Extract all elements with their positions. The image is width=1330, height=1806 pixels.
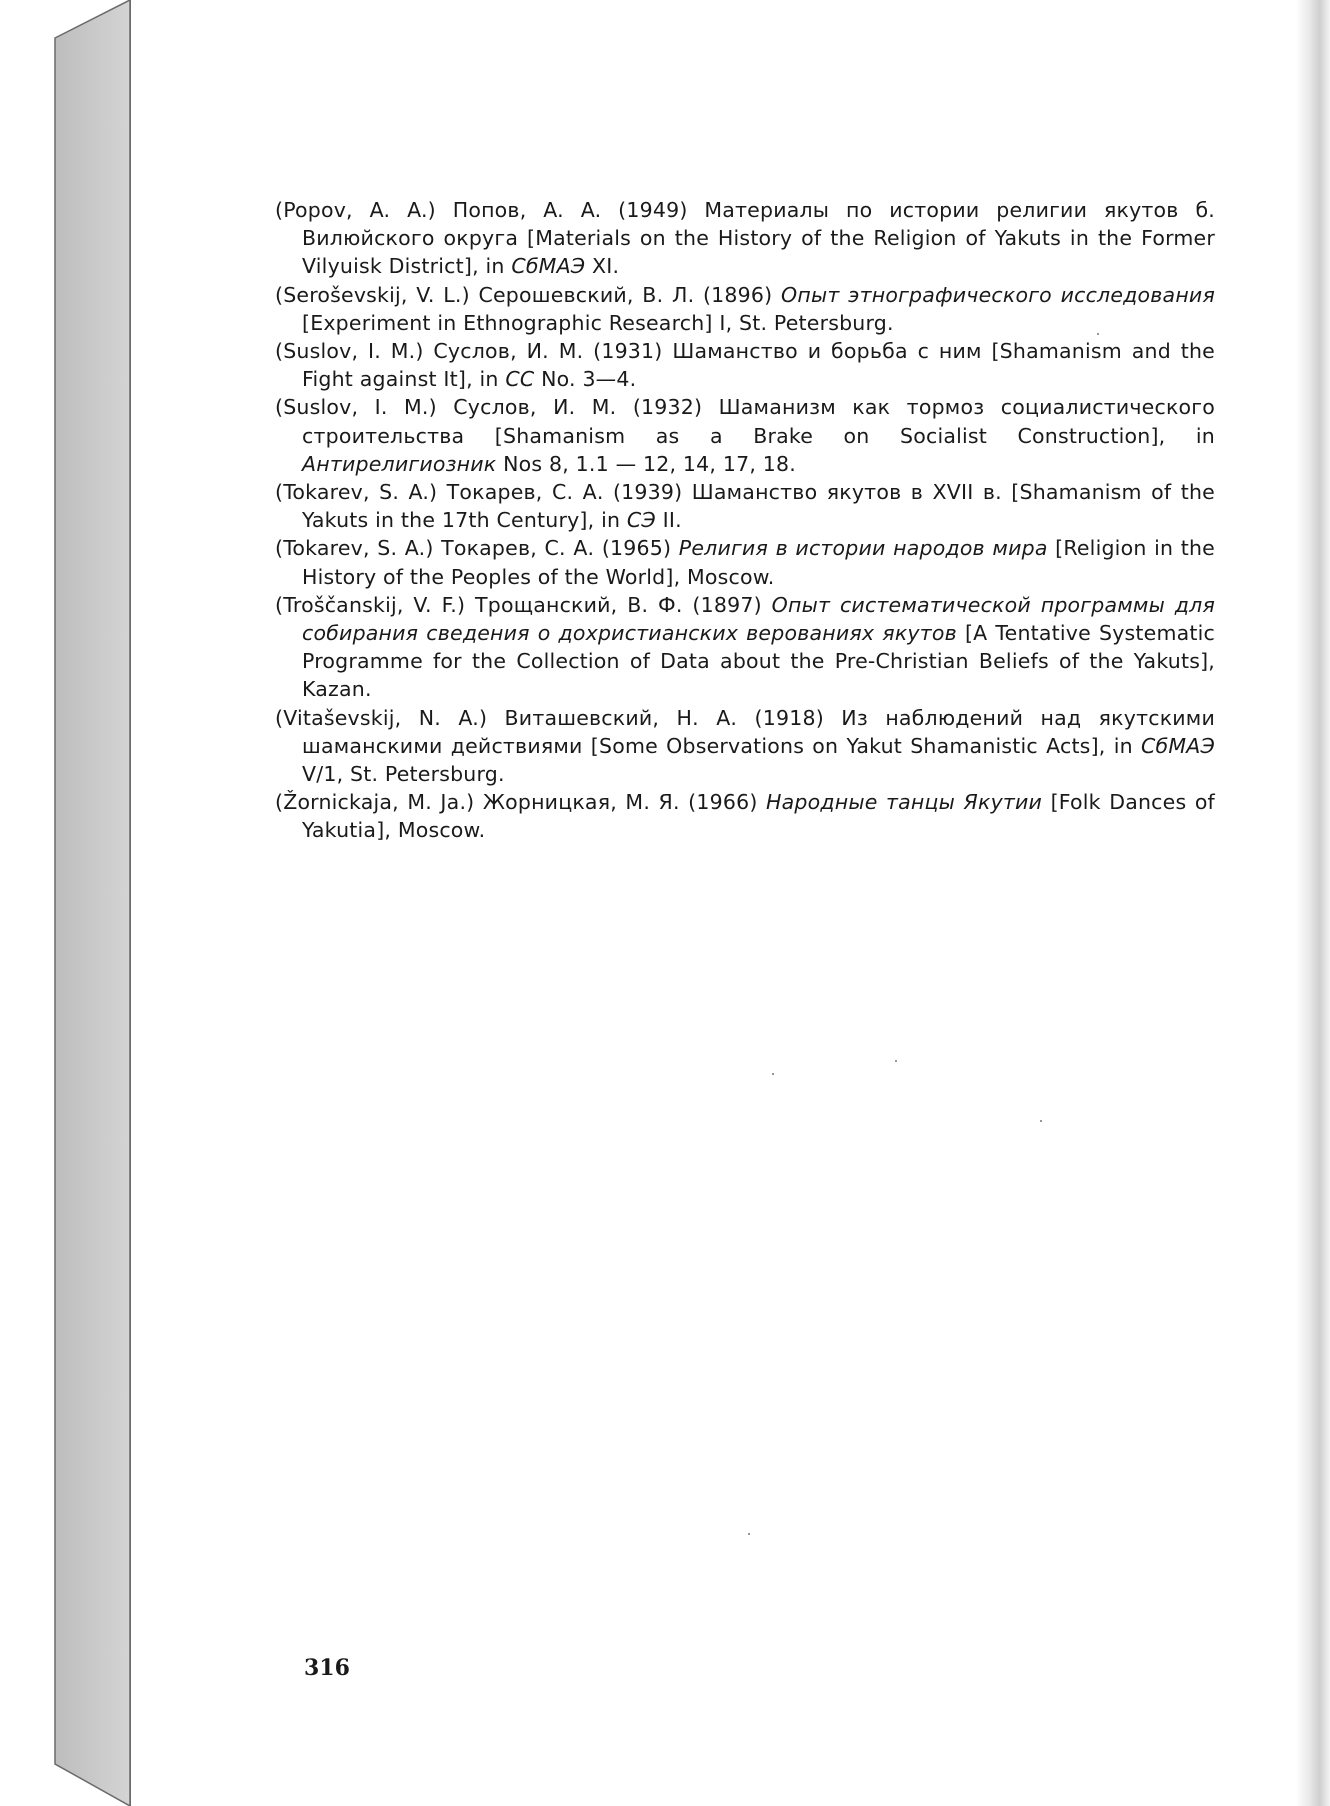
entry-title-italic: Антирелигиозник [302, 451, 497, 476]
bibliography-entry [275, 704, 1215, 789]
entry-title-italic: СЭ [626, 508, 656, 533]
entry-text: V/1, St. Petersburg. [302, 762, 505, 787]
page-edge-shadow [1296, 0, 1330, 1806]
entry-text: [Folk Dances of Yakutia], Moscow. [302, 790, 1215, 843]
entry-text: (Žornickaja, M. Ja.) Жорницкая, М. Я. (1966) [275, 790, 767, 815]
entry-text: [A Tentative Systematic Programme for the Collection of Data about the Pre-Christian Beliefs of the Yakuts], Kazan. [302, 621, 1216, 702]
scan-speck [895, 1060, 897, 1062]
entry-title-italic: Народные танцы Якутии [766, 790, 1043, 815]
entry-title-italic: Религия в истории народов мира [678, 536, 1048, 561]
entry-text: (Popov, A. A.) Попов, A. A. (1949) Материалы по истории религии якутов б. Вилюйского округа [Materials on the History of the Religion of Yakuts in the Former Vilyuisk District], in [275, 198, 1215, 279]
entry-text: [Experiment in Ethnographic Research] I, St. Petersburg. [302, 310, 894, 335]
entry-text: (Suslov, I. M.) Суслов, И. М. (1931) Шаманство и борьба с ним [Shamanism and the Fight against It], in [275, 339, 1215, 392]
entry-title-italic: СС [505, 367, 535, 392]
entry-text: (Seroševskij, V. L.) Серошевский, В. Л. (1896) [275, 282, 781, 307]
entry-text: II. [655, 508, 682, 533]
entry-text: (Tokarev, S. A.) Токарев, С. А. (1939) Шаманство якутов в XVII в. [Shamanism of the Yakuts in the 17th Century], in [275, 480, 1215, 533]
bibliography-entry [275, 591, 1215, 704]
scan-speck [1097, 333, 1099, 335]
bibliography-list [275, 196, 1215, 845]
entry-text: [Religion in the History of the Peoples of the World], Moscow. [302, 536, 1215, 589]
bibliography-entry [275, 281, 1215, 337]
bibliography-entry [275, 788, 1215, 844]
entry-text: (Tokarev, S. A.) Токарев, С. А. (1965) [275, 536, 679, 561]
page-number: 316 [304, 1655, 350, 1681]
entry-title-italic: СбМАЭ [511, 254, 586, 279]
entry-text: (Vitaševskij, N. A.) Виташевский, Н. А. (1918) Из наблюдений над якутскими шаманскими действиями [Some Observations on Yakut Shamanistic Acts], in [275, 705, 1215, 758]
scan-speck [748, 1533, 750, 1535]
bibliography-entry [275, 196, 1215, 281]
entry-text: No. 3—4. [534, 367, 637, 392]
scan-speck [1040, 1120, 1042, 1122]
bibliography-entry [275, 337, 1215, 393]
entry-text: (Suslov, I. M.) Суслов, И. М. (1932) Шаманизм как тормоз социалистического строительства [Shamanism as a Brake on Socialist Construction], in [275, 395, 1215, 448]
entry-text: (Troščanskij, V. F.) Трощанский, В. Ф. (1897) [275, 592, 772, 617]
scan-speck [772, 1073, 774, 1075]
entry-text: XI. [585, 254, 620, 279]
bibliography-entry [275, 478, 1215, 534]
entry-text: Nos 8, 1.1 — 12, 14, 17, 18. [496, 451, 796, 476]
bibliography-entry [275, 534, 1215, 590]
entry-title-italic: СбМАЭ [1141, 733, 1215, 758]
entry-title-italic: Опыт систематической программы для собирания сведения о дохристианских верованиях якутов [302, 592, 1215, 646]
entry-title-italic: Опыт этнографического исследования [781, 282, 1215, 307]
bibliography-entry [275, 393, 1215, 478]
